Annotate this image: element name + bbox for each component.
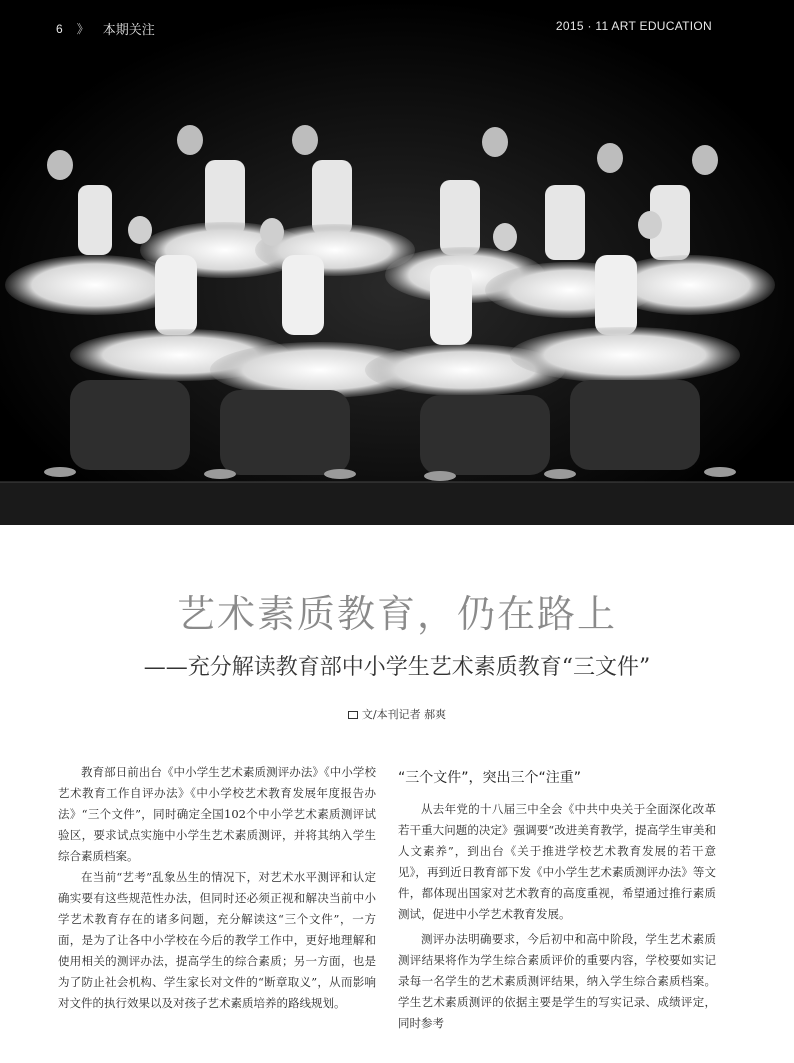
byline-box-icon (348, 711, 358, 719)
running-header-left (56, 19, 155, 38)
right-column (398, 768, 716, 1038)
article-title: 艺术素质教育，仍在路上 (176, 592, 617, 636)
article-subtitle: ——充分解读教育部中小学生艺术素质教育“三文件” (143, 655, 651, 680)
paragraph: 测评办法明确要求，今后初中和高中阶段，学生艺术素质测评结果将作为学生综合素质评价的重要内容，学校要如实记录每一名学生的艺术素质测评结果，纳入学生综合素质档案。学生艺术素质测评的依据主要是学生的写实记录、成绩评定，同时参考 (398, 932, 716, 1030)
section-heading: “三个文件”，突出三个“注重” (398, 770, 582, 786)
issue-label: 2015 · 11 ART EDUCATION (555, 19, 712, 33)
hero-photo (0, 0, 794, 525)
section-chevron-icon: 》 (76, 22, 89, 36)
page-number: 6 (56, 21, 63, 36)
byline-text: 文/本刊记者 郝爽 (361, 708, 447, 721)
left-column (58, 762, 376, 1014)
byline (0, 706, 794, 722)
paragraph: 从去年党的十八届三中全会《中共中央关于全面深化改革若干重大问题的决定》强调要“改进美育教学，提高学生审美和人文素养”，到出台《关于推进学校艺术教育发展的若干意见》，再到近日教育部下发《中小学生艺术素质测评办法》等文件，都体现出国家对艺术教育的高度重视，希望通过推行素质测试，促进中小学艺术教育发展。 (398, 802, 716, 921)
paragraph: 在当前“艺考”乱象丛生的情况下，对艺术水平测评和认定确实要有这些规范性办法，但同时还必须正视和解决当前中小学艺术教育存在的诸多问题，充分解读这“三个文件”，一方面，是为了让各中小学校在今后的教学工作中，更好地理解和使用相关的测评办法，提高学生的综合素质；另一方面，也是为了防止社会机构、学生家长对文件的“断章取义”，从而影响对文件的执行效果以及对孩子艺术素质培养的路线规划。 (58, 870, 376, 1010)
section-name: 本期关注 (102, 23, 155, 38)
ballet-dancers-photo-icon (0, 0, 794, 525)
paragraph: 教育部日前出台《中小学生艺术素质测评办法》《中小学校艺术教育工作自评办法》《中小学校艺术教育发展年度报告办法》“三个文件”，同时确定全国102个中小学艺术素质测评试验区，要求试点实施中小学生艺术素质测评，并将其纳入学生综合素质档案。 (58, 765, 376, 863)
